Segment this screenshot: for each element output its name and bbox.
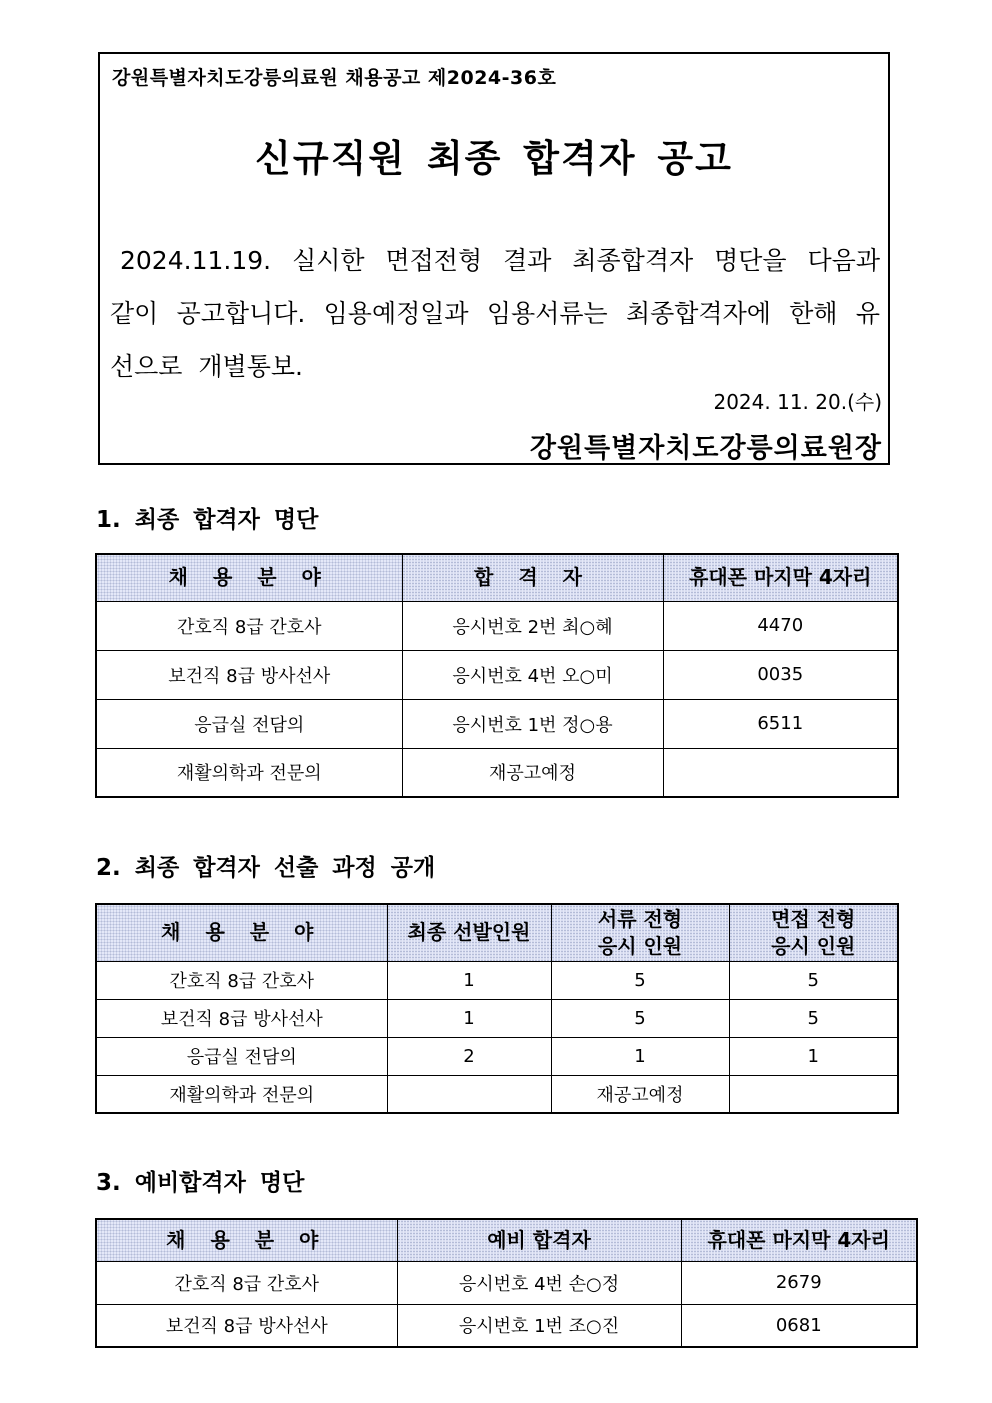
column-header-field: 채 용 분 야	[96, 554, 402, 601]
notice-number: 강원특별자치도강릉의료원 채용공고 제2024-36호	[112, 67, 557, 89]
table-row	[96, 1261, 917, 1304]
notice-body: 2024.11.19. 실시한 면접전형 결과 최종합격자 명단을 다음과 같이 공고합니다. 임용예정일과 임용서류는 최종합격자에 한해 유선으로 개별통보.	[110, 246, 880, 381]
notice-title: 신규직원 최종 합격자 공고	[255, 137, 733, 180]
cell-final-count: 1	[387, 961, 551, 999]
column-header-field: 채 용 분 야	[96, 904, 387, 961]
table-row	[96, 1304, 917, 1347]
column-header-document-count: 서류 전형 응시 인원	[551, 904, 729, 961]
column-header-phone: 휴대폰 마지막 4자리	[681, 1219, 917, 1261]
cell-final-count: 2	[387, 1037, 551, 1075]
cell-passer: 응시번호 1번 정○용	[402, 699, 663, 748]
table-row	[96, 650, 898, 699]
table-row	[96, 961, 898, 999]
cell-interview-count: 5	[729, 999, 898, 1037]
cell-passer: 재공고예정	[402, 748, 663, 797]
cell-interview-count: 1	[729, 1037, 898, 1075]
section-3-heading: 3. 예비합격자 명단	[96, 1170, 305, 1196]
cell-field: 보건직 8급 방사선사	[96, 999, 387, 1037]
cell-phone	[663, 748, 898, 797]
notice-box	[98, 52, 890, 465]
notice-issuer: 강원특별자치도강릉의료원장	[529, 433, 882, 464]
notice-date: 2024. 11. 20.(수)	[713, 390, 882, 414]
table-row	[96, 1075, 898, 1113]
cell-field: 보건직 8급 방사선사	[96, 1304, 397, 1347]
table-row	[96, 1037, 898, 1075]
cell-final-count: 1	[387, 999, 551, 1037]
cell-field: 간호직 8급 간호사	[96, 961, 387, 999]
column-header-reserve-passer: 예비 합격자	[397, 1219, 681, 1261]
table-header-row	[96, 554, 898, 601]
cell-field: 보건직 8급 방사선사	[96, 650, 402, 699]
cell-field: 재활의학과 전문의	[96, 1075, 387, 1113]
table-row	[96, 699, 898, 748]
cell-reserve-passer: 응시번호 4번 손○정	[397, 1261, 681, 1304]
selection-process-table	[95, 903, 899, 1114]
section-2-heading: 2. 최종 합격자 선출 과정 공개	[96, 855, 436, 881]
section-1-heading: 1. 최종 합격자 명단	[96, 507, 319, 533]
cell-document-count: 재공고예정	[551, 1075, 729, 1113]
cell-field: 재활의학과 전문의	[96, 748, 402, 797]
table-header-row	[96, 1219, 917, 1261]
cell-phone: 4470	[663, 601, 898, 650]
cell-field: 응급실 전담의	[96, 699, 402, 748]
cell-interview-count: 5	[729, 961, 898, 999]
table-row	[96, 601, 898, 650]
reserve-passers-table	[95, 1218, 918, 1348]
cell-phone: 2679	[681, 1261, 917, 1304]
column-header-phone: 휴대폰 마지막 4자리	[663, 554, 898, 601]
cell-passer: 응시번호 4번 오○미	[402, 650, 663, 699]
table-row	[96, 748, 898, 797]
cell-phone: 0681	[681, 1304, 917, 1347]
cell-phone: 6511	[663, 699, 898, 748]
cell-final-count	[387, 1075, 551, 1113]
table-row	[96, 999, 898, 1037]
cell-reserve-passer: 응시번호 1번 조○진	[397, 1304, 681, 1347]
table-header-row	[96, 904, 898, 961]
cell-document-count: 5	[551, 961, 729, 999]
cell-document-count: 1	[551, 1037, 729, 1075]
final-passers-table	[95, 553, 899, 798]
cell-phone: 0035	[663, 650, 898, 699]
cell-document-count: 5	[551, 999, 729, 1037]
cell-interview-count	[729, 1075, 898, 1113]
column-header-passer: 합 격 자	[402, 554, 663, 601]
column-header-field: 채 용 분 야	[96, 1219, 397, 1261]
cell-field: 응급실 전담의	[96, 1037, 387, 1075]
column-header-final-count: 최종 선발인원	[387, 904, 551, 961]
column-header-interview-count: 면접 전형 응시 인원	[729, 904, 898, 961]
cell-field: 간호직 8급 간호사	[96, 1261, 397, 1304]
cell-field: 간호직 8급 간호사	[96, 601, 402, 650]
cell-passer: 응시번호 2번 최○혜	[402, 601, 663, 650]
